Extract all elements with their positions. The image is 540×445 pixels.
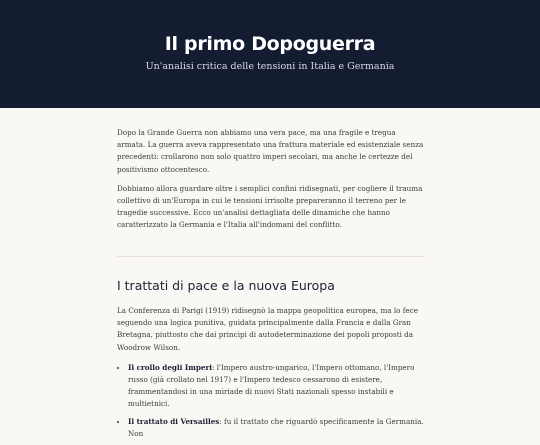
page-title: Il primo Dopoguerra (164, 33, 376, 55)
page-header (0, 0, 540, 108)
intro-paragraph-2: Dobbiamo allora guardare oltre i semplici confini ridisegnati, per cogliere il trauma collettivo di un'Europa in cui le tensioni irrisolte prepareranno il terreno per le tragedie successive. Ecco un'analisi dettagliata delle dinamiche che hanno caratterizzato la Germania e l'Italia all'indomani del conflitto. (117, 183, 423, 230)
list-item-text: : l'Impero austro-ungarico, l'Impero ottomano, l'Impero russo (già crollato nel 1917) e l'Impero tedesco cessarono di esistere, frammentandosi in una miriade di nuovi Stati nazionali spesso instabili e multietnici. (128, 362, 415, 409)
section-title: I trattati di pace e la nuova Europa (117, 278, 335, 293)
section-list (117, 362, 424, 440)
section-paragraph: La Conferenza di Parigi (1919) ridisegnò la mappa geopolitica europea, ma lo fece seguendo una logica punitiva, guidata principalmente dalla Francia e dalla Gran Bretagna, piuttosto che dai principi di autodeterminazione dei popoli proposti da Woodrow Wilson. (117, 306, 418, 352)
list-item (128, 362, 424, 411)
list-item-label: Il trattato di Versailles (128, 416, 220, 426)
list-item-label: Il crollo degli Imperi (128, 362, 212, 372)
section-trattati (117, 278, 424, 445)
page-subtitle: Un'analisi critica delle tensioni in Italia e Germania (145, 61, 395, 72)
section-divider (117, 256, 424, 257)
list-item-text: : fu il trattato che riguardò specificamente la Germania. Non (128, 416, 424, 438)
intro-paragraph-1: Dopo la Grande Guerra non abbiamo una vera pace, ma una fragile e tregua armata. La guerra aveva rappresentato una frattura materiale ed esistenziale senza precedenti: crollarono non solo quattro imperi secolari, ma anche le certezze del positivismo ottocentesco. (117, 128, 424, 174)
intro-section (117, 127, 424, 232)
list-item (128, 416, 424, 440)
